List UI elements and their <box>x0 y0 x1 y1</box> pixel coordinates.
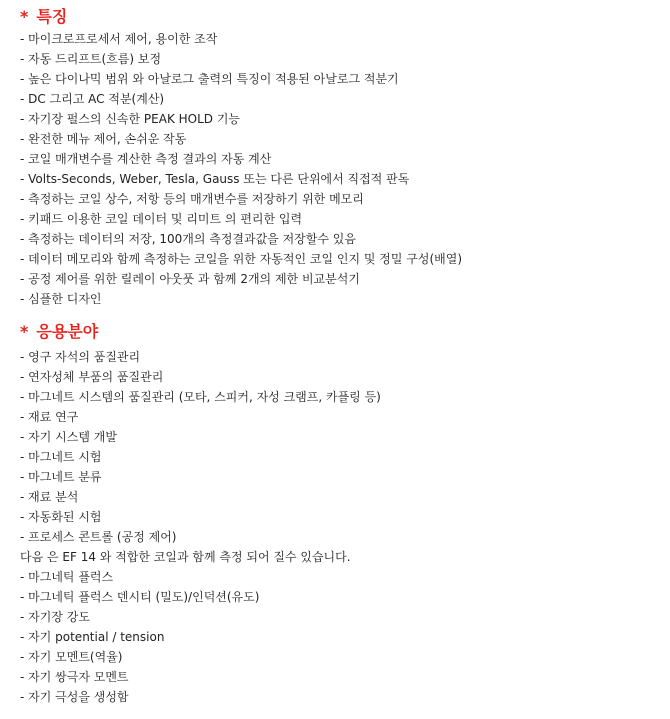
feature-item: - 공정 제어를 위한 릴레이 아웃풋 과 함께 2개의 제한 비교분석기 <box>20 272 360 286</box>
feature-item: - 완전한 메뉴 제어, 손쉬운 작동 <box>20 132 187 146</box>
application-item: - 마그네틱 플럭스 덴시티 (밀도)/인덕션(유도) <box>20 590 260 604</box>
feature-item: - DC 그리고 AC 적분(계산) <box>20 92 165 106</box>
feature-item: - 측정하는 데이터의 저장, 100개의 측정결과값을 저장할수 있음 <box>20 232 356 246</box>
feature-item: - 데이터 메모리와 함께 측정하는 코일을 위한 자동적인 코일 인지 및 정밀 구성(배열) <box>20 252 463 266</box>
application-item: - 프로세스 콘트롤 (공정 제어) <box>20 530 177 544</box>
features-heading-title: 특징 <box>36 7 68 26</box>
application-item: - 자기장 강도 <box>20 610 90 624</box>
application-item: - 자기 모멘트(역율) <box>20 650 123 664</box>
application-item: - 재료 연구 <box>20 410 79 424</box>
application-item: - 마그네트 분류 <box>20 470 102 484</box>
measurement-intro-text: 다음 은 EF 14 와 적합한 코일과 함께 측정 되어 질수 있습니다. <box>20 550 351 564</box>
application-item: - 연자성체 부품의 품질관리 <box>20 370 164 384</box>
feature-item: - 높은 다이나믹 범위 와 아날로그 출력의 특징이 적용된 아날로그 적분기 <box>20 72 399 86</box>
feature-item: - 자기장 펄스의 신속한 PEAK HOLD 기능 <box>20 112 241 126</box>
feature-item: - 심플한 디자인 <box>20 292 102 306</box>
application-item: - 자기 쌍극자 모멘트 <box>20 670 129 684</box>
application-item: - 마그네트 시험 <box>20 450 102 464</box>
feature-item: - Volts-Seconds, Weber, Tesla, Gauss 또는 다른 단위에서 직접적 판독 <box>20 172 410 186</box>
feature-item: - 마이크로프로세서 제어, 용이한 조작 <box>20 32 218 46</box>
application-item: - 자기 극성을 생성함 <box>20 690 129 704</box>
features-heading-star: * <box>20 7 29 26</box>
application-item: - 마그네트 시스템의 품질관리 (모타, 스피커, 자성 크램프, 카플링 등) <box>20 390 381 404</box>
applications-heading-title: 응용분야 <box>36 322 99 341</box>
features-list <box>20 29 462 309</box>
application-item: - 영구 자석의 품질관리 <box>20 350 141 364</box>
applications-heading-star: * <box>20 322 29 341</box>
application-item: - 마그네틱 플럭스 <box>20 570 114 584</box>
feature-item: - 코일 매개변수를 계산한 측정 결과의 자동 계산 <box>20 152 272 166</box>
feature-item: - 키패드 이용한 코일 데이터 및 리미트 의 편리한 입력 <box>20 212 303 226</box>
applications-heading <box>20 322 98 342</box>
application-item: - 재료 분석 <box>20 490 79 504</box>
features-heading <box>20 7 67 27</box>
applications-list <box>20 347 381 707</box>
application-item: - 자기 potential / tension <box>20 630 165 644</box>
application-item: - 자동화된 시험 <box>20 510 102 524</box>
feature-item: - 자동 드리프트(흐름) 보정 <box>20 52 162 66</box>
application-item: - 자기 시스템 개발 <box>20 430 117 444</box>
feature-item: - 측정하는 코일 상수, 저항 등의 매개변수를 저장하기 위한 메모리 <box>20 192 364 206</box>
